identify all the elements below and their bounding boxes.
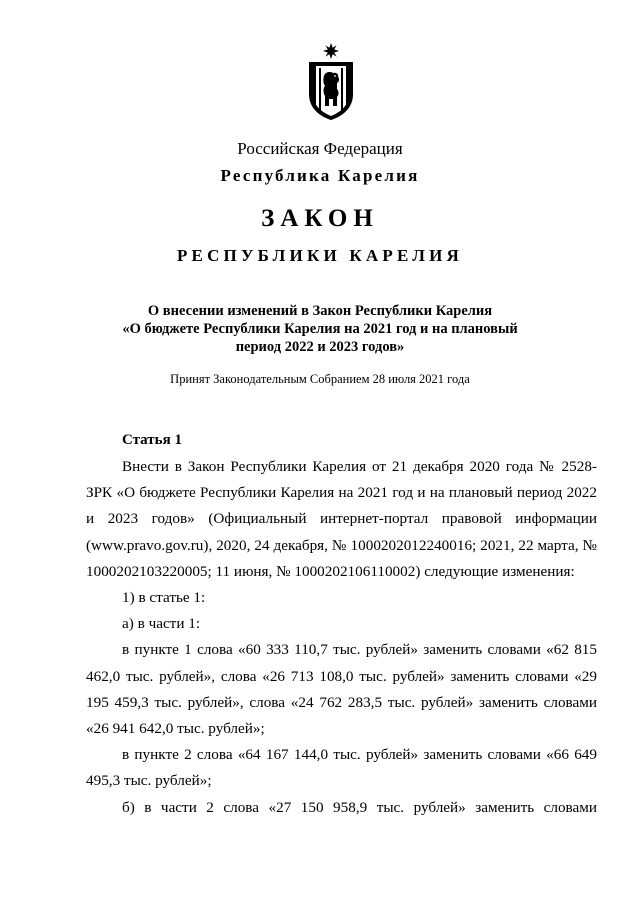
adoption-note: Принят Законодательным Собранием 28 июля 2021 года <box>170 372 470 386</box>
law-title-line-2: «О бюджете Республики Карелия на 2021 год и на плановый <box>122 321 518 337</box>
law-title-line-3: период 2022 и 2023 годов» <box>235 339 405 355</box>
article-paragraph: б) в части 2 слова «27 150 958,9 тыс. рублей» заменить словами <box>122 798 597 816</box>
country-name: Российская Федерация <box>237 139 403 158</box>
karelia-coat-of-arms-icon <box>303 42 359 122</box>
law-title <box>0 302 640 356</box>
document-type: ЗАКОН <box>261 205 379 232</box>
article-paragraph: в пункте 1 слова «60 333 110,7 тыс. рублей» заменить словами «62 815 462,0 тыс. рублей», слова «26 713 108,0 тыс. рублей» заменить словами «29 195 459,3 тыс. рублей», слова «24 762 283,5 тыс. рублей» заменить словами «26 941 642,0 тыс. рублей»; <box>86 641 597 738</box>
article-paragraph: 1) в статье 1: <box>122 589 206 607</box>
document-type-subtitle: РЕСПУБЛИКИ КАРЕЛИЯ <box>176 246 464 265</box>
law-title-line-1: О внесении изменений в Закон Республики Карелия <box>147 303 493 319</box>
article-paragraph: Внести в Закон Республики Карелия от 21 декабря 2020 года № 2528-ЗРК «О бюджете Республики Карелия на 2021 год и на плановый период 2022 и 2023 годов» (Официальный интернет-портал правовой информации (www.pravo.gov.ru), 2020, 24 декабря, № 1000202012240016; 2021, 22 марта, № 1000202103220005; 11 июня, № 1000202106110002) следующие изменения: <box>86 458 597 580</box>
article-body <box>86 454 597 821</box>
article-paragraph: в пункте 2 слова «64 167 144,0 тыс. рублей» заменить словами «66 649 495,3 тыс. рублей»; <box>86 746 597 790</box>
article-heading: Статья 1 <box>122 432 182 448</box>
republic-name: Республика Карелия <box>220 166 420 185</box>
article-paragraph: а) в части 1: <box>122 615 201 633</box>
